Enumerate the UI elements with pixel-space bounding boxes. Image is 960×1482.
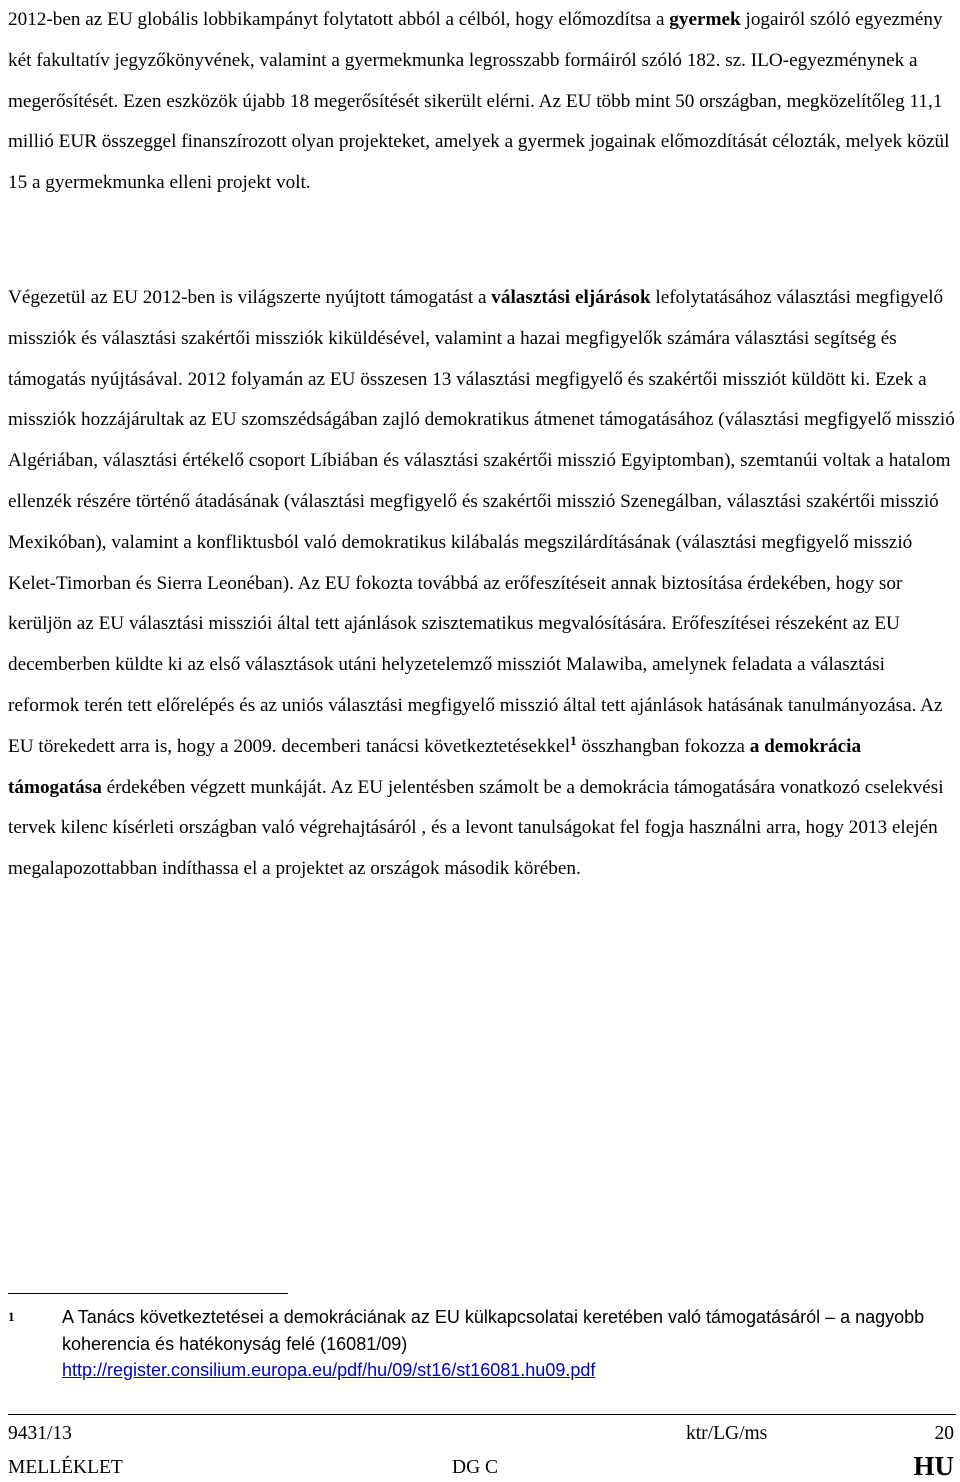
- footnote-link[interactable]: http://register.consilium.europa.eu/pdf/hu/09/st16/st16081.hu09.pdf: [62, 1360, 596, 1380]
- paragraph-elections: [8, 278, 956, 890]
- footer-reference: ktr/LG/ms: [686, 1423, 768, 1444]
- footer-separator: [8, 1414, 956, 1415]
- text-span: jogairól szóló egyezmény két fakultatív jegyzőkönyvének, valamint a gyermekmunka legrosszabb formáiról szóló 182. sz. ILO-egyezménynek a megerősítését. Ezen eszközök újabb 18 megerősítését sikerült elérni. Az EU több mint 50 országban, megközelítőleg 11,1 millió EUR összeggel finanszírozott olyan projekteket, amelyek a gyermek jogainak előmozdítását célozták, melyek közül 15 a gyermekmunka elleni projekt volt.: [8, 9, 950, 194]
- text-span: lefolytatásához választási megfigyelő missziók és választási szakértői missziók kiküldésével, valamint a hazai megfigyelők számára választási segítség és támogatás nyújtásával. 2012 folyamán az EU összesen 13 választási megfigyelő és szakértői missziót küldött ki. Ezek a missziók hozzájárultak az EU szomszédságában zajló demokratikus átmenet támogatásához (választási megfigyelő misszió Algériában, választási értékelő csoport Líbiában és választási szakértői misszió Egyiptomban), szemtanúi voltak a hatalom ellenzék részére történő átadásának (választási megfigyelő és szakértői misszió Szenegálban, választási szakértői misszió Mexikóban), valamint a konfliktusból való demokratikus kilábalás megszilárdításának (választási megfigyelő misszió Kelet-Timorban és Sierra Leonéban). Az EU fokozta továbbá az erőfeszítéseit annak biztosítása érdekében, hogy sor kerüljön az EU választási missziói által tett ajánlások szisztematikus megvalósítására. Erőfeszítései részeként az EU decemberben küldte ki az első választások utáni helyzetelemző missziót Malawiba, amelynek feladata a választási reformok terén tett előrelépés és az uniós választási megfigyelő misszió által tett ajánlások hatásának tanulmányozása. Az EU törekedett arra is, hogy a 2009. decemberi tanácsi következtetésekkel: [8, 287, 955, 757]
- text-span: érdekében végzett munkáját. Az EU jelentésben számolt be a demokrácia támogatására vonatkozó cselekvési tervek kilenc kísérleti országban való végrehajtásáról , és a levont tanulságokat fel fogja használni arra, hogy 2013 elején megalapozottabban indíthassa el a projektet az országok második körében.: [8, 776, 944, 880]
- footnote-body: A Tanács következtetései a demokráciának az EU külkapcsolatai keretében való támogatásáról – a nagyobb koherencia és hatékonyság felé (16081/09): [62, 1307, 925, 1354]
- footnote-separator: [8, 1293, 288, 1294]
- footnote-reference[interactable]: 1: [570, 732, 577, 748]
- text-span: 2012-ben az EU globális lobbikampányt folytatott abból a célból, hogy előmozdítsa a: [8, 9, 670, 30]
- footnote-mark: 1: [8, 1309, 15, 1324]
- footnote-text: [62, 1304, 942, 1384]
- footer-language: HU: [913, 1451, 954, 1481]
- footer-doc-number: 9431/13: [8, 1423, 72, 1444]
- footer-page-number: 20: [934, 1423, 954, 1444]
- bold-term-gyermek: gyermek: [669, 9, 741, 30]
- footer-dg: DG C: [452, 1457, 499, 1478]
- text-span: összhangban fokozza: [576, 735, 750, 757]
- bold-term-democracy: a demokrácia támogatása: [8, 735, 862, 798]
- footer-annex: MELLÉKLET: [8, 1457, 123, 1478]
- bold-term-elections: választási eljárások: [491, 287, 651, 308]
- text-span: Végezetül az EU 2012-ben is világszerte nyújtott támogatást a: [8, 287, 492, 308]
- paragraph-child-rights: [8, 0, 956, 204]
